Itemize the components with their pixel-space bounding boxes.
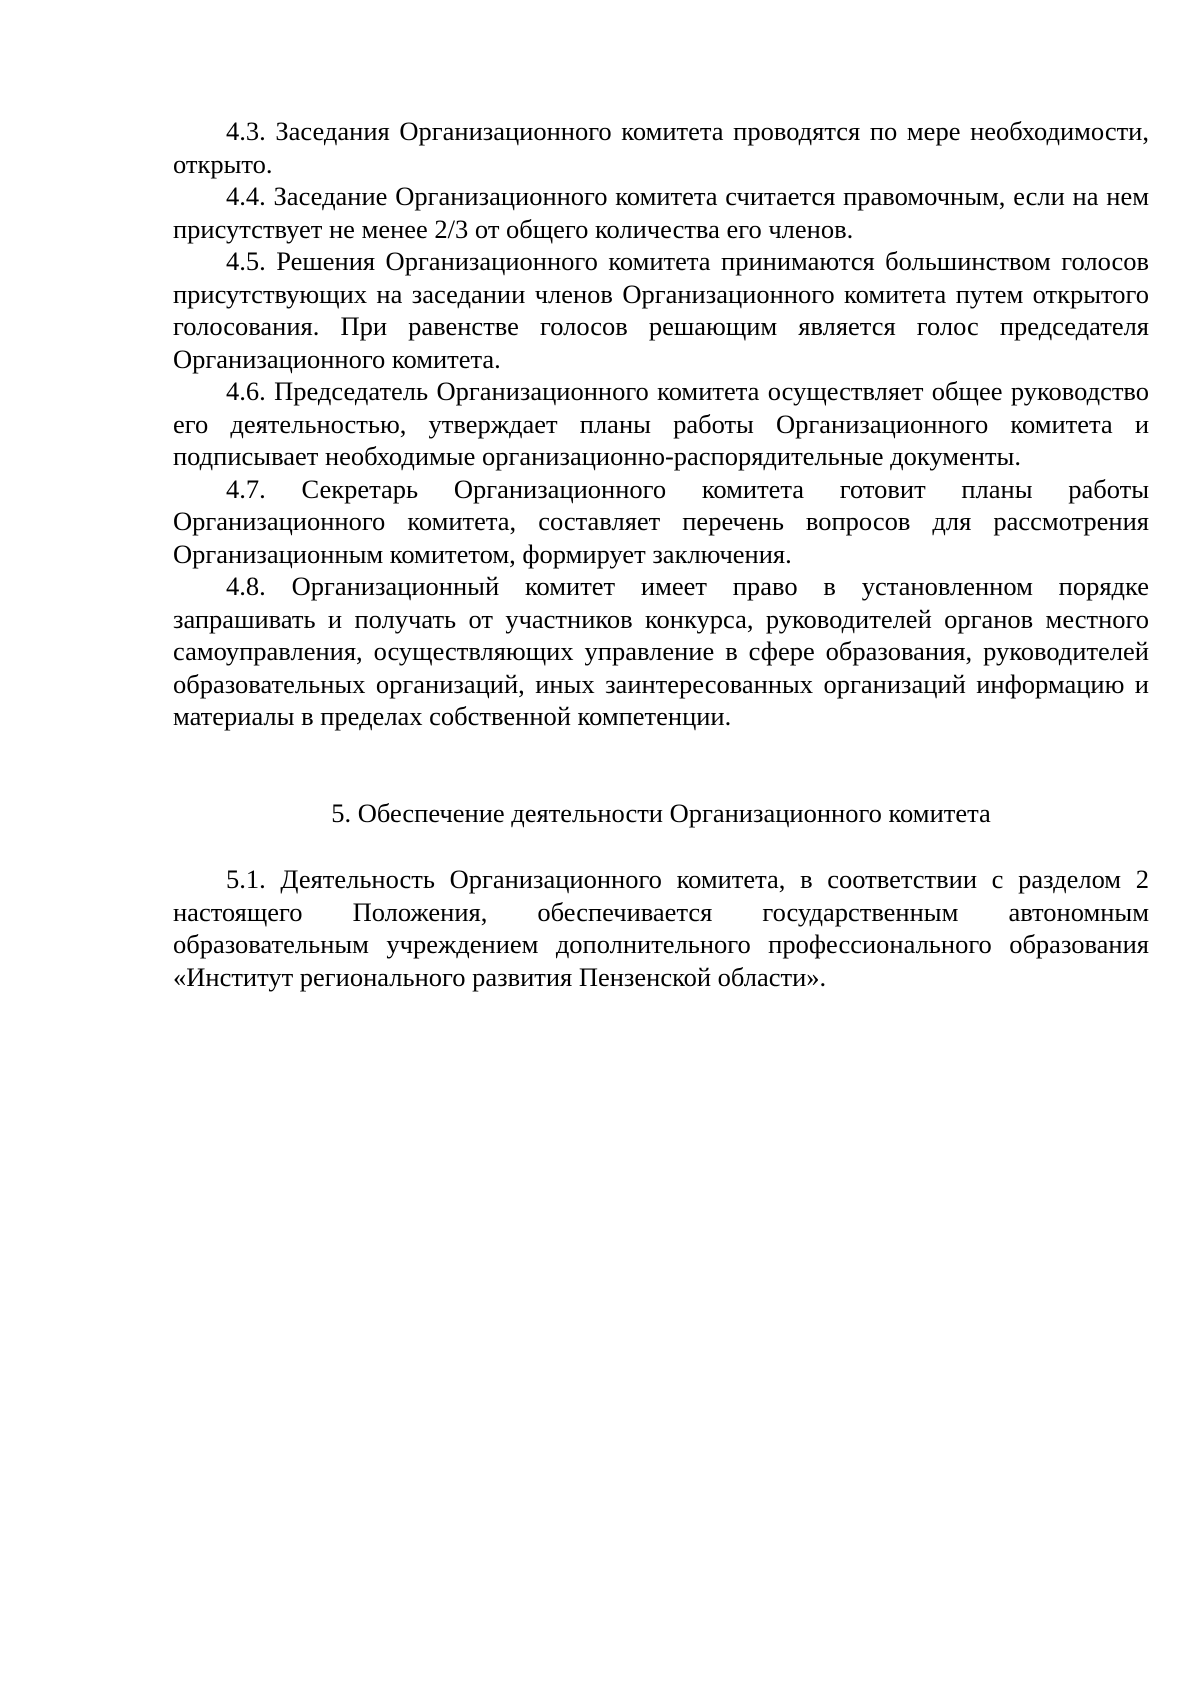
paragraph-number: 4.5.: [226, 246, 266, 276]
paragraph-number: 5.1.: [226, 864, 266, 894]
paragraph-text: Председатель Организационного комитета осуществляет общее руководство его деятельностью, утверждает планы работы Организационного комитета и подписывает необходимые организационно-распорядительные документы.: [173, 376, 1149, 471]
paragraph-text: Решения Организационного комитета принимаются большинством голосов присутствующих на заседании членов Организационного комитета путем открытого голосования. При равенстве голосов решающим является голос председателя Организационного комитета.: [173, 246, 1150, 374]
paragraph-text: Деятельность Организационного комитета, в соответствии с разделом 2 настоящего Положения, обеспечивается государственным автономным образовательным учреждением дополнительного профессионального образования «Институт регионального развития Пензенской области».: [173, 864, 1149, 992]
paragraph-4-7: [173, 473, 1149, 571]
paragraph-text: Секретарь Организационного комитета готовит планы работы Организационного комитета, составляет перечень вопросов для рассмотрения Организационным комитетом, формирует заключения.: [173, 473, 1150, 569]
paragraph-4-8: [173, 570, 1149, 733]
paragraph-4-4: [173, 180, 1149, 245]
section-5-body: [173, 863, 1149, 993]
paragraph-5-1: [173, 863, 1149, 993]
paragraph-4-5: [173, 245, 1149, 375]
paragraph-4-3: [173, 115, 1149, 180]
paragraph-number: 4.3.: [226, 116, 266, 146]
paragraph-number: 4.4.: [226, 181, 266, 211]
paragraph-number: 4.8.: [226, 571, 266, 601]
paragraph-text: Заседания Организационного комитета проводятся по мере необходимости, открыто.: [173, 116, 1149, 179]
section-5-heading: 5. Обеспечение деятельности Организационного комитета: [331, 798, 991, 828]
paragraph-4-6: [173, 375, 1149, 473]
paragraph-text: Заседание Организационного комитета считается правомочным, если на нем присутствует не менее 2/3 от общего количества его членов.: [173, 181, 1149, 244]
paragraph-number: 4.6.: [226, 376, 266, 406]
paragraph-text: Организационный комитет имеет право в установленном порядке запрашивать и получать от участников конкурса, руководителей органов местного самоуправления, осуществляющих управление в сфере образования, руководителей образовательных организаций, иных заинтересованных организаций информацию и материалы в пределах собственной компетенции.: [173, 571, 1150, 731]
section-4-body: [173, 115, 1149, 733]
paragraph-number: 4.7.: [226, 473, 266, 504]
